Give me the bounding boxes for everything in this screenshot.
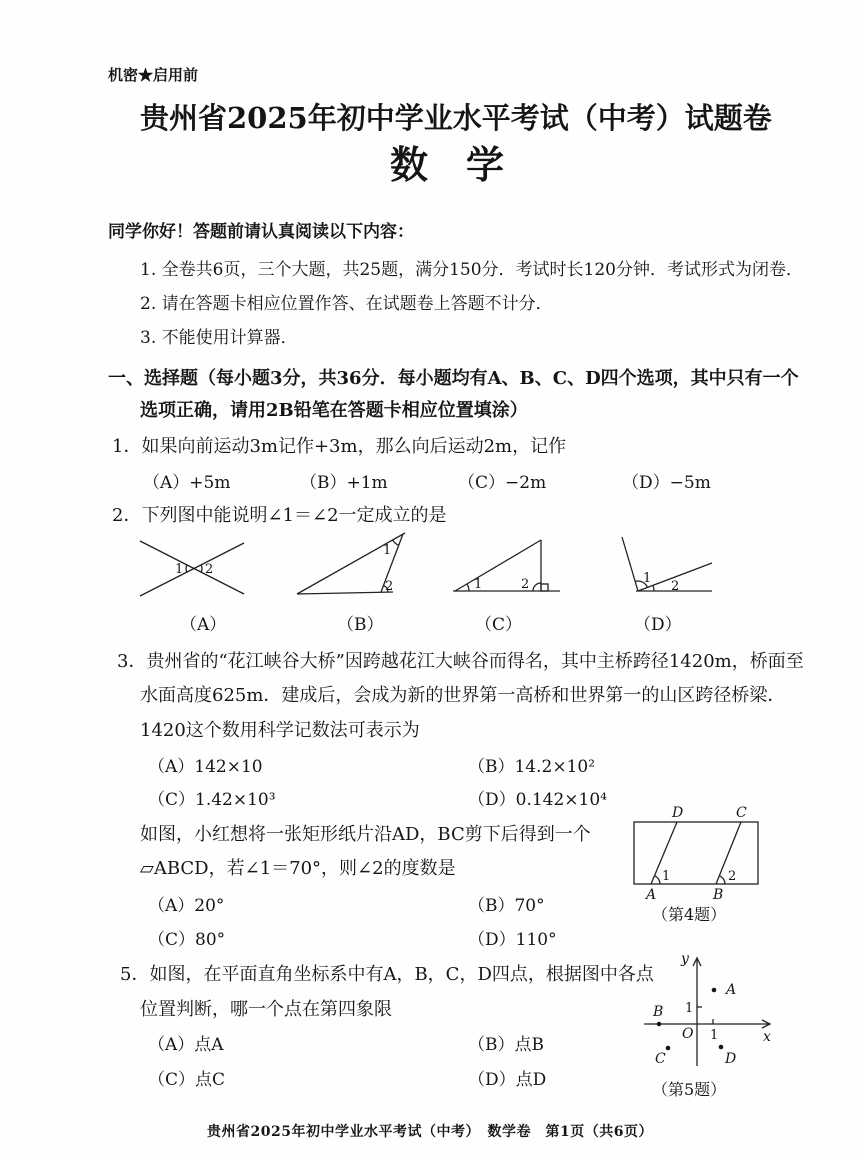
q2-option-b: （B）	[337, 615, 384, 635]
instruction-item: 2. 请在答题卡相应位置作答、在试题卷上答题不计分．	[140, 294, 553, 314]
q2-option-c: （C）	[475, 615, 523, 635]
q5-option-a: （A）点A	[148, 1035, 224, 1055]
q4-vertex-b-label: B	[713, 887, 724, 903]
q4-option-a: （A）20°	[148, 896, 225, 916]
q4-angle-1-label: 1	[662, 869, 671, 884]
q5-point-c-label: C	[655, 1051, 666, 1067]
q4-option-b: （B）70°	[468, 896, 545, 916]
subject-title: 数 学	[390, 142, 505, 187]
q4-option-c: （C）80°	[148, 930, 226, 950]
q4-stem-line: 如图，小红想将一张矩形纸片沿AD，BC剪下后得到一个	[140, 824, 591, 845]
q3-option-a: （A）142×10	[148, 757, 263, 777]
q5-origin-label: O	[682, 1026, 694, 1042]
q2-d-angle-2-label: 2	[671, 579, 680, 594]
q5-option-c: （C）点C	[148, 1070, 226, 1090]
q2-option-d: （D）	[634, 615, 682, 635]
q3-option-c: （C）1.42×10³	[148, 790, 276, 810]
q5-x-axis-label: x	[763, 1029, 771, 1045]
section-heading-continued: 选项正确，请用2B铅笔在答题卡相应位置填涂）	[140, 400, 528, 421]
q2-stem: 2．下列图中能说明∠1＝∠2一定成立的是	[112, 505, 447, 526]
q2-figure-c	[453, 540, 560, 591]
q2-a-angle-1-label: 1	[175, 562, 184, 577]
q5-point-b-label: B	[653, 1004, 664, 1020]
q5-coordinate-axes	[644, 958, 770, 1066]
q5-option-d: （D）点D	[468, 1070, 547, 1090]
q2-figure-a	[140, 541, 244, 596]
q5-figure-caption: （第5题）	[652, 1080, 727, 1099]
q3-stem-line: 1420这个数用科学记数法可表示为	[140, 720, 420, 741]
q2-a-angle-2-label: 2	[205, 562, 214, 577]
q5-point-c	[666, 1046, 671, 1051]
q5-option-b: （B）点B	[468, 1035, 544, 1055]
section-heading: 一、选择题（每小题3分，共36分．每小题均有A、B、C、D四个选项，其中只有一个	[108, 368, 799, 389]
q4-angle-2-label: 2	[728, 869, 737, 884]
q1-option-a: （A）+5m	[143, 473, 231, 493]
q4-figure-caption: （第4题）	[652, 905, 727, 924]
q5-y-tick-label: 1	[685, 1001, 694, 1016]
q4-option-d: （D）110°	[468, 930, 557, 950]
q4-vertex-d-label: D	[672, 805, 684, 821]
instructions-heading: 同学你好！答题前请认真阅读以下内容：	[108, 222, 414, 242]
q1-option-b: （B）+1m	[300, 473, 388, 493]
q2-b-angle-1-label: 1	[383, 543, 392, 558]
q4-figure	[634, 822, 758, 884]
q2-figure-d	[622, 537, 712, 591]
q4-vertex-c-label: C	[736, 805, 747, 821]
q2-figure-b	[297, 533, 405, 594]
q3-option-d: （D）0.142×10⁴	[468, 790, 607, 810]
q3-stem-line: 水面高度625m．建成后，会成为新的世界第一高桥和世界第一的山区跨径桥梁．	[140, 685, 786, 706]
q5-points	[657, 988, 724, 1051]
q3-stem-line: 3．贵州省的“花江峡谷大桥”因跨越花江大峡谷而得名，其中主桥跨径1420m，桥面至	[117, 651, 804, 672]
q4-stem-line: ▱ABCD，若∠1＝70°，则∠2的度数是	[140, 858, 456, 879]
q4-vertex-a-label: A	[646, 887, 657, 903]
instruction-item: 1. 全卷共6页，三个大题，共25题，满分150分．考试时长120分钟．考试形式为闭卷．	[140, 260, 803, 280]
q1-option-c: （C）−2m	[458, 473, 547, 493]
q5-point-d	[719, 1045, 724, 1050]
instruction-item: 3. 不能使用计算器．	[140, 328, 298, 348]
q3-option-b: （B）14.2×10²	[468, 757, 596, 777]
q5-y-axis-label: y	[681, 951, 689, 967]
q2-option-a: （A）	[180, 615, 227, 635]
q5-x-tick-label: 1	[710, 1028, 719, 1043]
q5-stem-line: 位置判断，哪一个点在第四象限	[140, 999, 392, 1020]
exam-title: 贵州省2025年初中学业水平考试（中考）试题卷	[140, 101, 772, 135]
q2-b-angle-2-label: 2	[385, 579, 394, 594]
confidential-mark: 机密★启用前	[108, 66, 199, 84]
q2-c-angle-1-label: 1	[474, 577, 483, 592]
q1-stem: 1．如果向前运动3m记作+3m，那么向后运动2m，记作	[112, 436, 567, 457]
q2-c-angle-2-label: 2	[521, 577, 530, 592]
q5-point-d-label: D	[725, 1051, 737, 1067]
q5-point-a	[712, 988, 717, 993]
q1-option-d: （D）−5m	[622, 473, 711, 493]
page-footer: 贵州省2025年初中学业水平考试（中考） 数学卷 第1页（共6页）	[207, 1124, 653, 1140]
q5-point-a-label: A	[726, 982, 737, 998]
q5-stem-line: 5．如图，在平面直角坐标系中有A，B，C，D四点，根据图中各点	[120, 964, 654, 985]
q5-point-b	[657, 1022, 662, 1027]
q2-d-angle-1-label: 1	[643, 571, 652, 586]
